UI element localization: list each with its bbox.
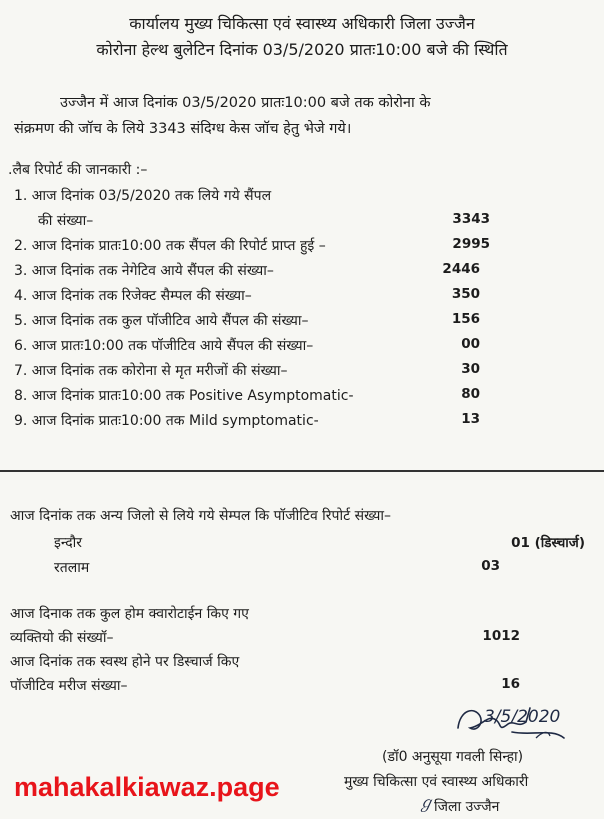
lab-item-7-value: 30 xyxy=(461,361,480,377)
discharged-line-1: आज दिनांक तक स्वस्थ होने पर डिस्चार्ज किए xyxy=(10,654,240,670)
other-districts-title: आज दिनांक तक अन्य जिलो से लिये गये सेम्पल कि पॉजीटिव रिपोर्ट संख्या– xyxy=(10,508,392,524)
quarantine-line-2: व्यक्तियो की संख्यॉ– xyxy=(10,630,114,646)
lab-item-1-value: 3343 xyxy=(452,211,490,227)
signature-date: 3/5/2020 xyxy=(484,707,561,727)
bulletin-title: कोरोना हेल्थ बुलेटिन दिनांक 03/5/2020 प्रातः10:00 बजे की स्थिति xyxy=(96,40,508,59)
officer-name: (डॉ0 अनुसूया गवली सिन्हा) xyxy=(382,749,524,765)
district-value-ratlam: 03 xyxy=(481,558,500,574)
lab-item-4-label: 4. आज दिनांक तक रिजेक्ट सैम्पल की संख्या– xyxy=(14,288,252,304)
officer-district: जिला उज्जैन xyxy=(434,799,500,815)
quarantine-value: 1012 xyxy=(482,628,520,644)
section-divider xyxy=(0,470,604,472)
district-name-ratlam: रतलाम xyxy=(54,560,90,576)
lab-item-7-label: 7. आज दिनांक तक कोरोना से मृत मरीजों की संख्या– xyxy=(14,363,288,379)
discharged-line-2: पॉजीटिव मरीज संख्या– xyxy=(10,678,128,694)
quarantine-line-1: आज दिनाक तक कुल होम क्वारोटाईन किए गए xyxy=(10,606,249,622)
intro-line-2: संक्रमण की जॉच के लिये 3343 संदिग्ध केस जॉच हेतु भेजे गये। xyxy=(14,121,352,137)
handwritten-initial-icon: ℊ xyxy=(418,793,435,812)
lab-item-2-value: 2995 xyxy=(452,236,490,252)
lab-item-3-label: 3. आज दिनांक तक नेगेटिव आये सैंपल की संख्या– xyxy=(14,263,274,279)
lab-item-9-label: 9. आज दिनांक प्रातः10:00 तक Mild symptomatic- xyxy=(14,413,319,429)
site-watermark: mahakalkiawaz.page xyxy=(14,772,280,802)
lab-item-8-value: 80 xyxy=(461,386,480,402)
lab-item-1-line-1: 1. आज दिनांक 03/5/2020 तक लिये गये सैंपल xyxy=(14,188,272,204)
office-title: कार्यालय मुख्य चिकित्सा एवं स्वास्थ्य अधिकारी जिला उज्जैन xyxy=(129,14,475,33)
lab-item-9-value: 13 xyxy=(461,411,480,427)
lab-item-6-value: 00 xyxy=(461,336,480,352)
lab-section-title: .लैब रिपोर्ट की जानकारी :– xyxy=(8,162,148,178)
lab-item-2-label: 2. आज दिनांक प्रातः10:00 तक सैंपल की रिपोर्ट प्राप्त हुई – xyxy=(14,238,326,254)
lab-item-1-line-2: की संख्या– xyxy=(38,213,94,229)
discharged-value: 16 xyxy=(501,676,520,692)
district-value-indore: 01 (डिस्चार्ज) xyxy=(511,535,585,551)
lab-item-5-label: 5. आज दिनांक तक कुल पॉजीटिव आये सैंपल की संख्या– xyxy=(14,313,309,329)
district-name-indore: इन्दौर xyxy=(54,535,82,551)
officer-designation: मुख्य चिकित्सा एवं स्वास्थ्य अधिकारी xyxy=(344,774,529,790)
lab-item-3-value: 2446 xyxy=(442,261,480,277)
lab-item-4-value: 350 xyxy=(451,286,480,302)
lab-item-6-label: 6. आज प्रातः10:00 तक पॉजीटिव आये सैंपल की संख्या– xyxy=(14,338,314,354)
lab-item-5-value: 156 xyxy=(451,311,480,327)
lab-item-8-label: 8. आज दिनांक प्रातः10:00 तक Positive Asymptomatic- xyxy=(14,388,354,404)
intro-line-1: उज्जैन में आज दिनांक 03/5/2020 प्रातः10:00 बजे तक कोरोना के xyxy=(60,95,431,111)
